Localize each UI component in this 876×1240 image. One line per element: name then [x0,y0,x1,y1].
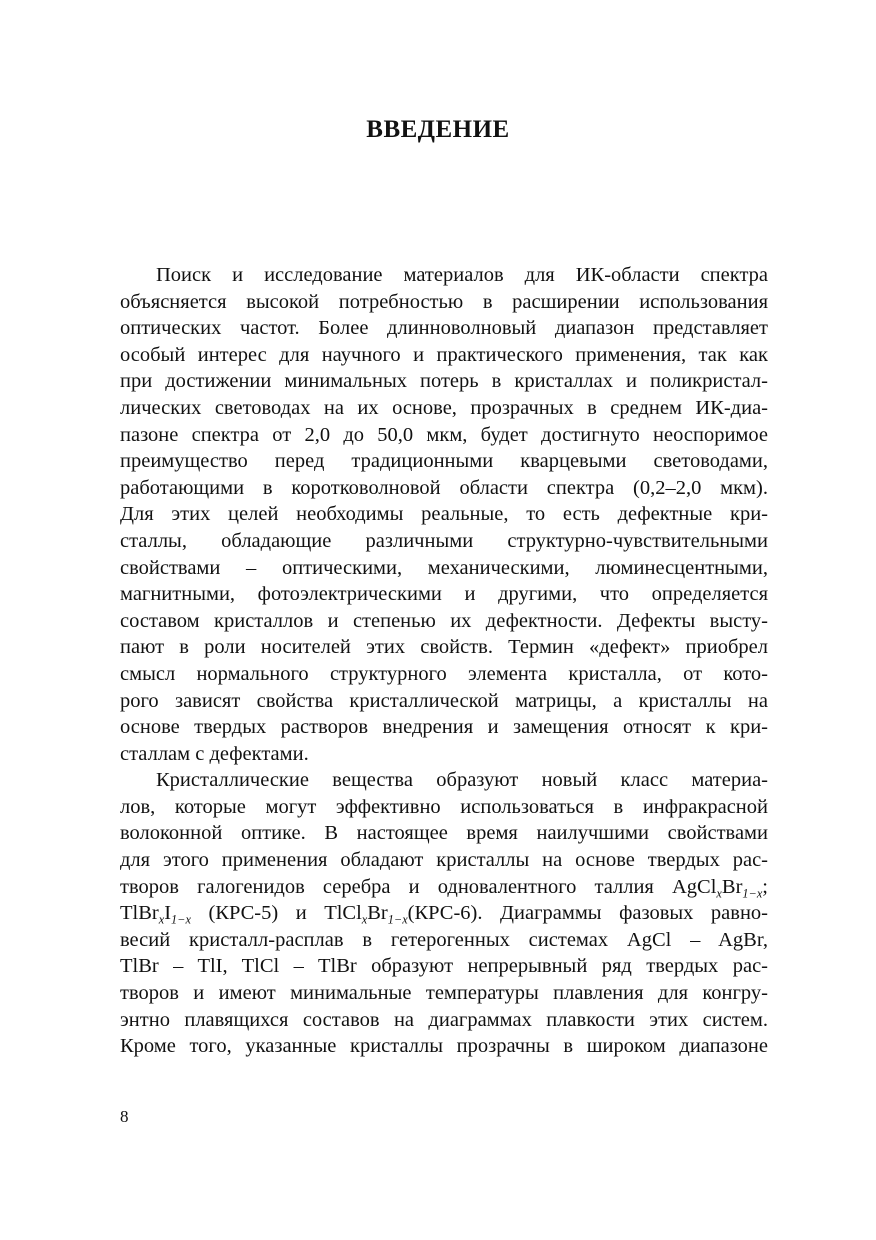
text-line: рого зависят свойства кристаллической матрицы, а кристаллы на [120,689,768,712]
paragraph-2 [120,767,768,1060]
text-fragment: творов галогенидов серебра и одновалентного таллия [120,875,672,898]
text-line: основе твердых растворов внедрения и замещения относят к кри- [120,716,768,739]
text-line: Кристаллические вещества образуют новый класс материа- [156,769,768,792]
text-line: смысл нормального структурного элемента кристалла, от кото- [120,662,768,685]
formula-subscript: 1−x [742,885,763,900]
text-line-with-formula [120,900,768,927]
text-line: Для этих целей необходимы реальные, то есть дефектные кри- [120,503,768,526]
formula-subscript: 1−x [387,912,408,927]
formula-part: AgCl [671,875,717,898]
text-line: магнитными, фотоэлектрическими и другими, что определяется [120,583,768,606]
text-line-with-formula [120,874,768,901]
chemical-formula [120,902,191,927]
formula-subscript: x [361,912,368,927]
text-fragment: ; [762,875,768,898]
text-line: для этого применения обладают кристаллы на основе твердых рас- [120,849,768,872]
body-text [120,262,768,1060]
text-line: весий кристалл-расплав в гетерогенных системах AgCl – AgBr, [120,928,768,951]
chemical-formula [672,876,762,898]
formula-subscript: x [158,912,165,927]
formula-part: TlCl [324,902,362,925]
formula-part: Br [721,875,743,898]
paragraph-1 [120,262,768,767]
text-line: Кроме того, указанные кристаллы прозрачны в широком диапазоне [120,1035,768,1058]
text-line: оптических частот. Более длинноволновый диапазон представляет [120,317,768,340]
text-line: TlBr – TlI, TlCl – TlBr образуют непрерывный ряд твердых рас- [120,955,768,978]
text-line: особый интерес для научного и практического применения, так как [120,343,768,366]
text-line: лов, которые могут эффективно использоваться в инфракрасной [120,795,768,818]
formula-subscript: 1−x [171,912,191,927]
text-line: при достижении минимальных потерь в кристаллах и поликристал- [120,370,768,393]
text-fragment: (КРС-5) и [190,902,325,925]
text-line: энтно плавящихся составов на диаграммах плавкости этих систем. [120,1008,768,1031]
text-line: сталлам с дефектами. [120,742,309,765]
text-line: преимущество перед традиционными кварцевыми световодами, [120,450,768,473]
text-line: Поиск и исследование материалов для ИК-области спектра [156,264,768,286]
chemical-formula [324,902,408,927]
text-line: составом кристаллов и степенью их дефектности. Дефекты высту- [120,609,768,632]
text-line: волоконной оптике. В настоящее время наилучшими свойствами [120,822,768,845]
text-fragment: (КРС-6). Диаграммы фазовых равно- [407,902,768,925]
text-line: творов и имеют минимальные температуры плавления для конгру- [120,982,768,1005]
page-number: 8 [120,1107,129,1126]
formula-subscript: x [716,885,722,900]
text-line: объясняется высокой потребностью в расширении использования [120,290,768,313]
text-line: сталлы, обладающие различными структурно-чувствительными [120,529,768,552]
chapter-title: ВВЕДЕНИЕ [366,116,510,143]
text-line: пазоне спектра от 2,0 до 50,0 мкм, будет достигнуто неоспоримое [120,423,768,446]
text-line: лических световодах на их основе, прозрачных в среднем ИК-диа- [120,396,768,419]
text-line: работающими в коротковолновой области спектра (0,2–2,0 мкм). [120,476,768,499]
text-line: свойствами – оптическими, механическими, люминесцентными, [120,556,768,579]
formula-part: Br [367,902,388,925]
formula-part: TlBr [120,902,159,925]
formula-part: I [164,902,172,925]
text-line: пают в роли носителей этих свойств. Термин «дефект» приобрел [120,636,768,659]
